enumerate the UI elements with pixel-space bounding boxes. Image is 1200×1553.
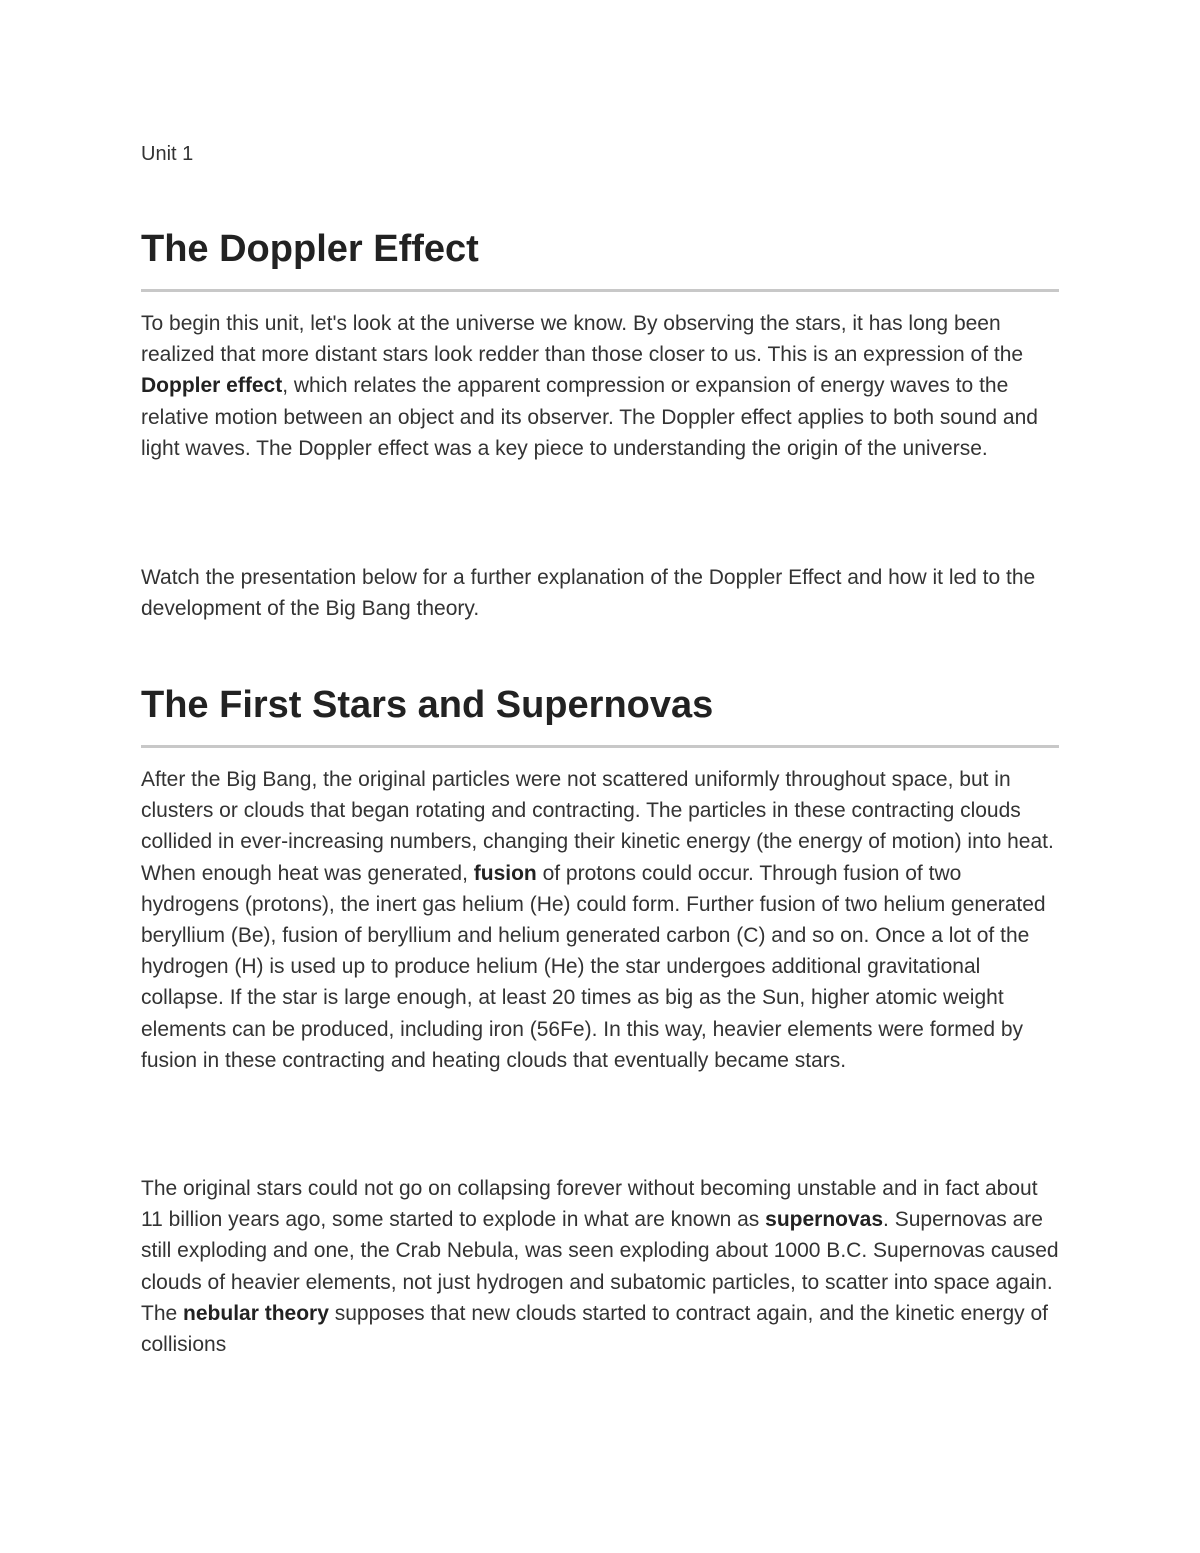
- section-heading-doppler-effect: The Doppler Effect: [141, 228, 479, 270]
- paragraph-text: The original stars could not go on collapsing forever without becoming unstable and in fact about 11 billion years ago, some started to explode in what are known as: [141, 1177, 1038, 1232]
- paragraph-text: of protons could occur. Through fusion of two hydrogens (protons), the inert gas helium (He) could form. Further fusion of two helium generated beryllium (Be), fusion of beryllium and helium generated carbon (C) and so on. Once a lot of the hydrogen (H) is used up to produce helium (He) the star undergoes additional gravitational collapse. If the star is large enough, at least 20 times as big as the Sun, higher atomic weight elements can be produced, including iron (56Fe). In this way, heavier elements were formed by fusion in these contracting and heating clouds that eventually became stars.: [141, 861, 1046, 1072]
- paragraph-text: To begin this unit, let's look at the universe we know. By observing the stars, it has long been realized that more distant stars look redder than those closer to us. This is an expression of the: [141, 312, 1024, 367]
- paragraph-text: . Supernovas are still exploding and one, the Crab Nebula, was seen exploding about 1000 B.C. Supernovas caused clouds of heavier elements, not just hydrogen and subatomic particles, to scatter into space again. The: [141, 1208, 1059, 1325]
- paragraph-text: , which relates the apparent compression or expansion of energy waves to the relative motion between an object and its observer. The Doppler effect applies to both sound and light waves. The Doppler effect was a key piece to understanding the origin of the universe.: [141, 374, 1038, 460]
- presentation-note-paragraph: Watch the presentation below for a further explanation of the Doppler Effect and how it led to the development of the Big Bang theory.: [141, 566, 1036, 621]
- section-divider: [141, 745, 1059, 748]
- section-heading-first-stars: The First Stars and Supernovas: [141, 684, 714, 726]
- term-supernovas: supernovas: [765, 1208, 884, 1232]
- doppler-intro-paragraph: [141, 308, 1059, 464]
- term-doppler-effect: Doppler effect: [141, 374, 283, 398]
- supernovas-paragraph: [141, 1173, 1059, 1360]
- paragraph-text: supposes that new clouds started to contract again, and the kinetic energy of collisions: [141, 1301, 1049, 1357]
- unit-label: Unit 1: [141, 143, 194, 165]
- term-fusion: fusion: [473, 861, 537, 885]
- first-stars-paragraph: [141, 764, 1059, 1076]
- term-nebular-theory: nebular theory: [183, 1301, 329, 1325]
- section-divider: [141, 289, 1059, 292]
- paragraph-text: After the Big Bang, the original particles were not scattered uniformly throughout space, but in clusters or clouds that began rotating and contracting. The particles in these contracting clouds collided in ever-increasing numbers, changing their kinetic energy (the energy of motion) into heat. When enough heat was generated,: [141, 768, 1054, 885]
